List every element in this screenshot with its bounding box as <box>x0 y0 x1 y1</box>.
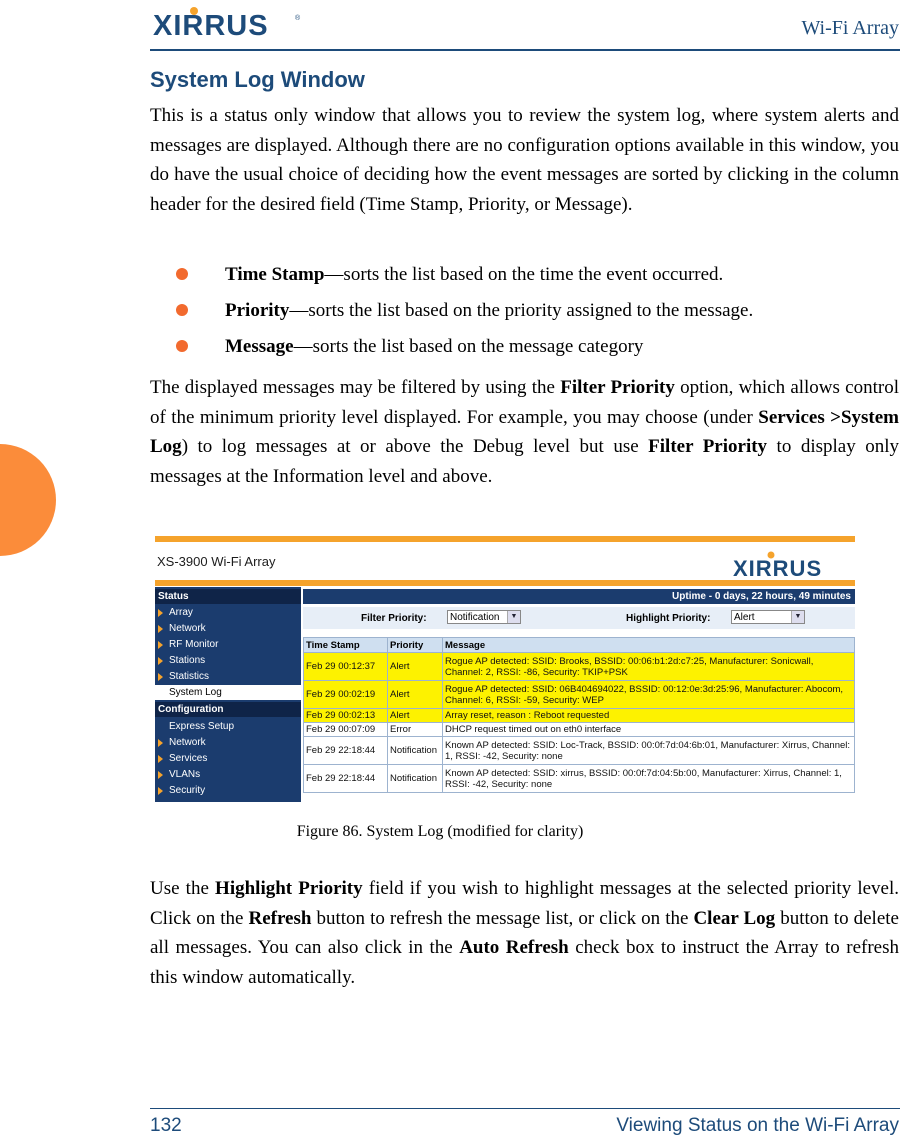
log-time: Feb 29 00:02:13 <box>304 709 388 723</box>
nav-header-configuration[interactable]: Configuration <box>155 702 301 717</box>
log-row <box>304 765 855 793</box>
bullet-term: Priority <box>225 300 290 321</box>
bullet-time-stamp <box>183 263 724 287</box>
bullet-priority <box>183 299 754 323</box>
chevron-down-icon: ▼ <box>507 611 520 623</box>
log-row <box>304 709 855 723</box>
arrow-right-icon <box>158 641 163 649</box>
arrow-right-icon <box>158 657 163 665</box>
log-priority: Alert <box>388 653 443 681</box>
nav-item-rf-monitor[interactable]: RF Monitor <box>155 637 301 652</box>
log-message: Array reset, reason : Reboot requested <box>443 709 855 723</box>
nav-item-security[interactable]: Security <box>155 783 301 798</box>
svg-text:XIRRUS: XIRRUS <box>733 556 823 578</box>
bullet-text: —sorts the list based on the message category <box>293 336 644 357</box>
arrow-right-icon <box>158 609 163 617</box>
filter-paragraph: The displayed messages may be filtered by using the Filter Priority option, which allows control of the minimum priority level displayed. For example, you may choose (under Services >System Log) to log messages at or above the Debug level but use Filter Priority to display only messages at the Information level and above. <box>150 377 899 487</box>
nav-item-services[interactable]: Services <box>155 751 301 766</box>
page-number: 132 <box>150 1115 182 1136</box>
nav-item-vlans[interactable]: VLANs <box>155 767 301 782</box>
nav-item-network[interactable]: Network <box>155 621 301 636</box>
log-time: Feb 29 22:18:44 <box>304 765 388 793</box>
xirrus-logo <box>153 6 303 38</box>
column-header-priority[interactable]: Priority <box>388 638 443 653</box>
log-priority: Alert <box>388 681 443 709</box>
bullet-term: Time Stamp <box>225 264 325 285</box>
log-time: Feb 29 00:02:19 <box>304 681 388 709</box>
nav-item-system-log[interactable]: System Log <box>155 685 301 700</box>
highlight-paragraph: Use the Highlight Priority field if you wish to highlight messages at the selected priority level. Click on the Refresh button to refresh the message list, or click on the Clear Log button to delete all messages. You can also click in the Auto Refresh check box to instruct the Array to refresh this window automatically. <box>150 878 900 988</box>
logo-text: XIRRUS <box>153 10 269 38</box>
highlight-priority-select[interactable]: Alert ▼ <box>731 610 805 624</box>
intro-paragraph: This is a status only window that allows you to review the system log, where system alerts and messages are displayed. Although there are no configuration options available in this window, you do have the usual choice of deciding how the event messages are sorted by clicking in the column header for the desired field (Time Stamp, Priority, or Message). <box>150 105 899 215</box>
log-priority: Notification <box>388 765 443 793</box>
column-header-message[interactable]: Message <box>443 638 855 653</box>
filter-priority-label: Filter Priority: <box>361 613 427 624</box>
nav-item-statistics[interactable]: Statistics <box>155 669 301 684</box>
svg-text:®: ® <box>295 15 301 22</box>
header-rule <box>150 49 900 51</box>
window-title: XS-3900 Wi-Fi Array <box>157 554 276 569</box>
arrow-right-icon <box>158 625 163 633</box>
filter-controls <box>303 607 855 629</box>
nav-item-express-setup[interactable]: Express Setup <box>169 721 235 732</box>
system-log-screenshot <box>155 536 855 802</box>
figure-xirrus-logo <box>733 550 853 578</box>
nav-item-stations[interactable]: Stations <box>155 653 301 668</box>
log-row <box>304 737 855 765</box>
highlight-priority-label: Highlight Priority: <box>626 613 711 624</box>
column-header-time-stamp[interactable]: Time Stamp <box>304 638 388 653</box>
log-time: Feb 29 00:07:09 <box>304 723 388 737</box>
log-message: DHCP request timed out on eth0 interface <box>443 723 855 737</box>
arrow-right-icon <box>158 739 163 747</box>
nav-sidebar <box>155 587 301 802</box>
bullet-icon <box>176 304 188 316</box>
arrow-right-icon <box>158 787 163 795</box>
log-priority: Error <box>388 723 443 737</box>
section-title: System Log Window <box>150 67 365 92</box>
log-row <box>304 653 855 681</box>
nav-item-config-network[interactable]: Network <box>155 735 301 750</box>
log-message: Rogue AP detected: SSID: 06B404694022, BSSID: 00:12:0e:3d:25:96, Manufacturer: Abocom, Channel: 6, RSSI: -59, Security: WEP <box>443 681 855 709</box>
system-log-panel <box>303 587 855 802</box>
log-time: Feb 29 00:12:37 <box>304 653 388 681</box>
arrow-right-icon <box>158 755 163 763</box>
filter-priority-select[interactable]: Notification ▼ <box>447 610 521 624</box>
bullet-icon <box>176 268 188 280</box>
footer-rule <box>150 1108 900 1109</box>
log-message: Rogue AP detected: SSID: Brooks, BSSID: 00:06:b1:2d:c7:25, Manufacturer: Sonicwall, Channel: 2, RSSI: -86, Security: TKIP+PSK <box>443 653 855 681</box>
chapter-tab-marker <box>0 444 56 556</box>
log-table <box>303 637 855 793</box>
log-message: Known AP detected: SSID: Loc-Track, BSSID: 00:0f:7d:04:6b:01, Manufacturer: Xirrus, Channel: 1, RSSI: -42, Security: none <box>443 737 855 765</box>
nav-header-status[interactable]: Status <box>155 589 301 604</box>
log-row <box>304 681 855 709</box>
bullet-message <box>183 335 644 359</box>
bullet-text: —sorts the list based on the time the event occurred. <box>324 264 724 285</box>
header-title: Wi-Fi Array <box>801 17 899 39</box>
arrow-right-icon <box>158 771 163 779</box>
chevron-down-icon: ▼ <box>791 611 804 623</box>
log-priority: Notification <box>388 737 443 765</box>
figure-caption: Figure 86. System Log (modified for clarity) <box>296 823 584 840</box>
arrow-right-icon <box>158 673 163 681</box>
log-message: Known AP detected: SSID: xirrus, BSSID: 00:0f:7d:04:5b:00, Manufacturer: Xirrus, Channel: 1, RSSI: -42, Security: none <box>443 765 855 793</box>
footer-chapter-title: Viewing Status on the Wi-Fi Array <box>616 1115 899 1136</box>
bullet-text: —sorts the list based on the priority assigned to the message. <box>289 300 754 321</box>
log-time: Feb 29 22:18:44 <box>304 737 388 765</box>
bullet-icon <box>176 340 188 352</box>
bullet-term: Message <box>225 336 294 357</box>
nav-item-array[interactable]: Array <box>155 605 301 620</box>
uptime-bar: Uptime - 0 days, 22 hours, 49 minutes <box>303 589 855 604</box>
log-row <box>304 723 855 737</box>
log-priority: Alert <box>388 709 443 723</box>
